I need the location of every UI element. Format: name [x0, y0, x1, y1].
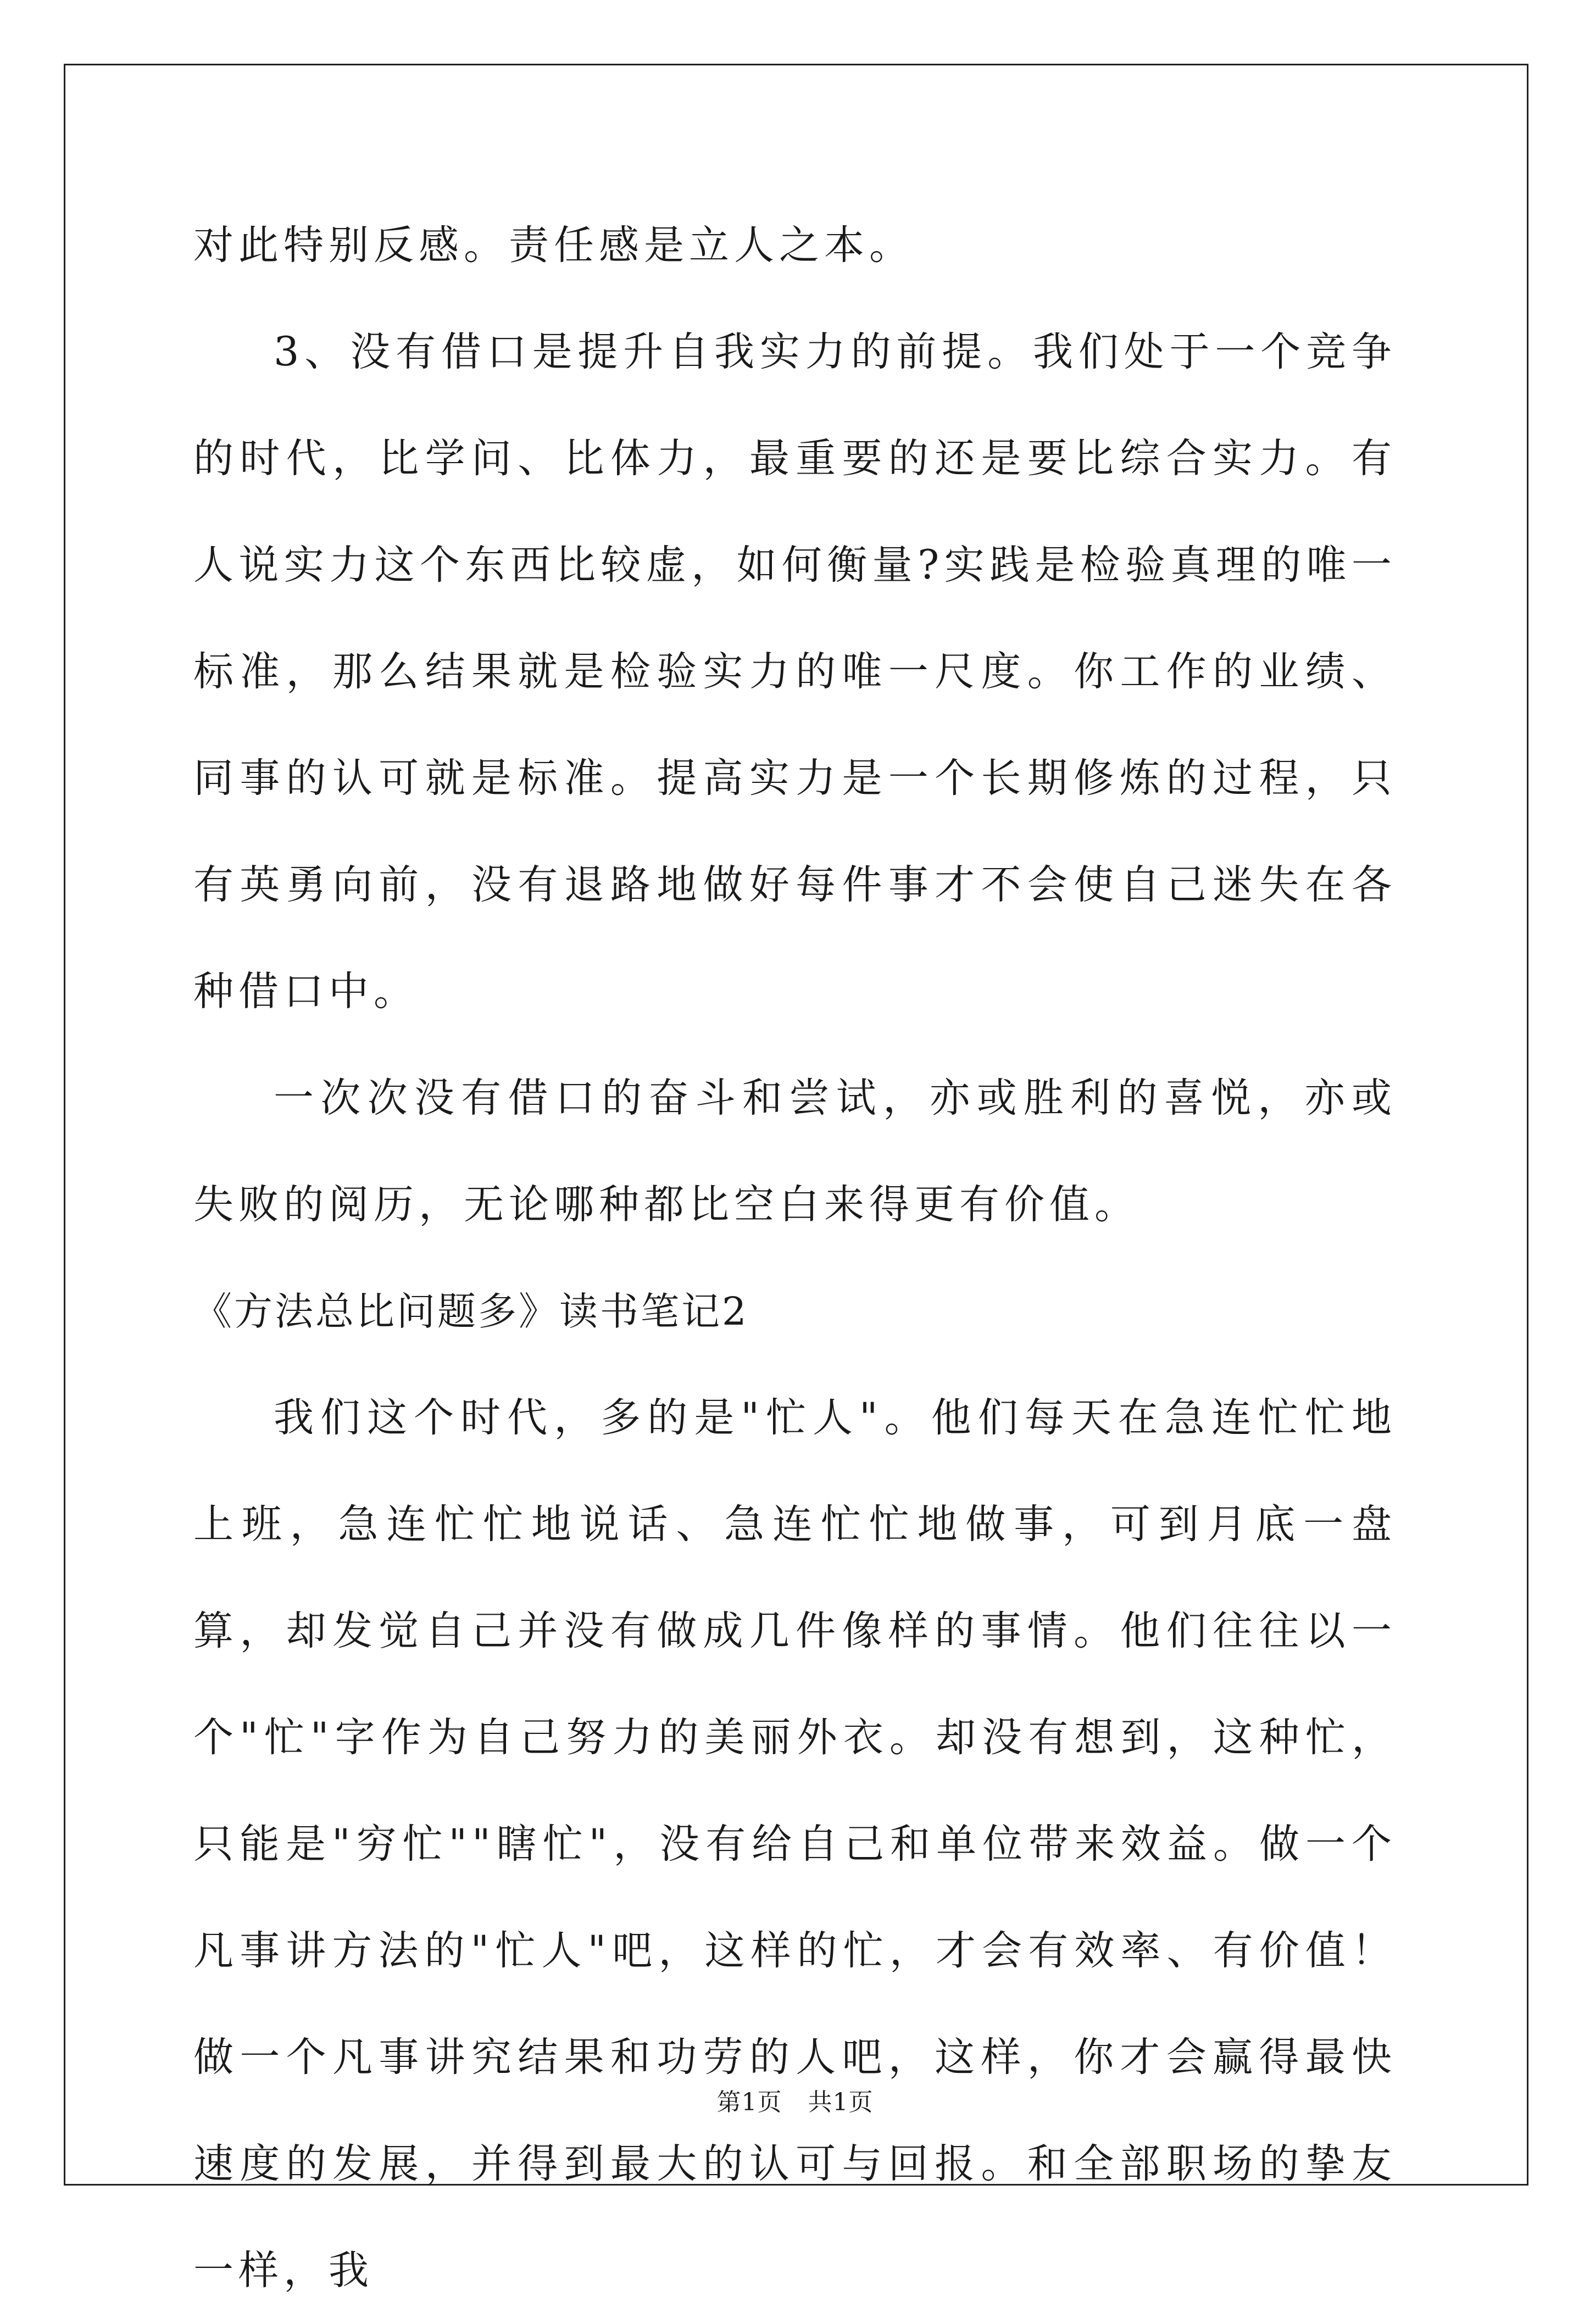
paragraph-3: 一次次没有借口的奋斗和尝试，亦或胜利的喜悦，亦或失败的阅历，无论哪种都比空白来得更有价值。 — [193, 1075, 1397, 1228]
paragraph-1: 对此特别反感。责任感是立人之本。 — [193, 222, 914, 269]
page-footer — [0, 2082, 1590, 2117]
page-number: 第1页 — [716, 2088, 782, 2116]
page-total: 共1页 — [808, 2088, 874, 2116]
paragraph-4: 我们这个时代，多的是"忙人"。他们每天在急连忙忙地上班，急连忙忙地说话、急连忙忙地做事，可到月底一盘算，却发觉自己并没有做成几件像样的事情。他们往往以一个"忙"字作为自己努力的美丽外衣。却没有想到，这种忙，只能是"穷忙""瞎忙"，没有给自己和单位带来效益。做一个凡事讲方法的"忙人"吧，这样的忙，才会有效率、有价值！做一个凡事讲究结果和功劳的人吧，这样，你才会赢得最快速度的发展，并得到最大的认可与回报。和全部职场的挚友一样，我 — [193, 1394, 1397, 2294]
paragraph-2: 3、没有借口是提升自我实力的前提。我们处于一个竞争的时代，比学问、比体力，最重要的还是要比综合实力。有人说实力这个东西比较虚，如何衡量?实践是检验真理的唯一标准，那么结果就是检验实力的唯一尺度。你工作的业绩、同事的认可就是标准。提高实力是一个长期修炼的过程，只有英勇向前，没有退路地做好每件事才不会使自己迷失在各种借口中。 — [193, 329, 1397, 1015]
document-body — [193, 192, 1397, 2324]
section-heading: 《方法总比问题多》读书笔记2 — [193, 1289, 749, 1334]
